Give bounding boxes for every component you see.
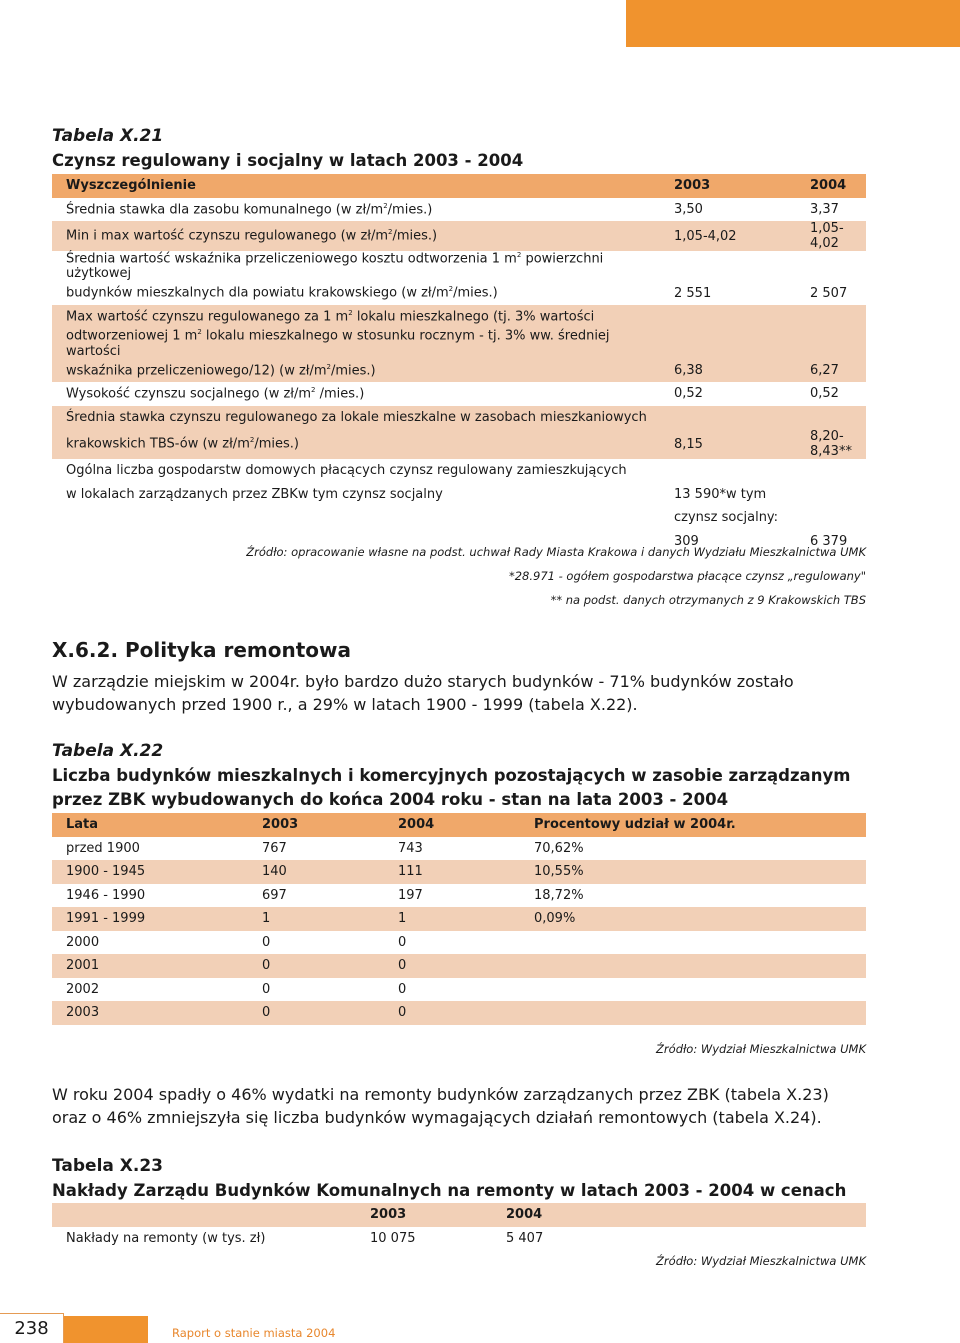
table2-row [52, 907, 866, 931]
table2-source: Źródło: Wydział Mieszkalnictwa UMK [656, 1042, 866, 1056]
para2-line2: oraz o 46% zmniejszyła się liczba budynków wymagających działań remontowych (tabela X.24). [52, 1108, 822, 1127]
table1-cell-2004: 1,05-4,02 [810, 221, 844, 251]
table2 [52, 813, 866, 1025]
table1-cell-2003 [660, 459, 796, 483]
table2-header-cell: Procentowy udział w 2004r. [534, 817, 736, 833]
table2-row [52, 837, 866, 861]
table2-row [52, 954, 866, 978]
table1 [52, 174, 866, 553]
table1-header-row [52, 174, 866, 198]
table1-cell-label: Wysokość czynszu socjalnego (w $zł/m^2$ /mies.) [66, 386, 365, 402]
table1-cell-label: w lokalach zarządzanych przez ZBKw tym czynsz socjalny [66, 486, 443, 502]
para1-line2: wybudowanych przed 1900 r., a 29% w latach 1900 - 1999 (tabela X.22). [52, 695, 638, 714]
table1-source: Źródło: opracowanie własne na podst. uchwał Rady Miasta Krakowa i danych Wydziału Mieszkalnictwa UMK [246, 545, 866, 559]
table1-cell-2003 [660, 251, 796, 281]
table2-cell: 111 [398, 864, 423, 880]
table1-row [52, 251, 866, 281]
table2-cell: 1 [398, 911, 407, 927]
table3-title: Nakłady Zarządu Budynków Komunalnych na remonty w latach 2003 - 2004 w cenach 2004 roku [52, 1181, 847, 1224]
table1-row [52, 281, 866, 305]
table2-cell: 2002 [66, 981, 100, 997]
table1-cell-2004: 0,52 [810, 386, 839, 402]
table1-cell-2003: 13 590*w tym [674, 486, 767, 502]
table2-cell: 0 [398, 1005, 407, 1021]
table1-row [52, 483, 866, 507]
table1-cell-label: wskaźnika przeliczeniowego/12) (w $zł/m^2/mies$.) [66, 362, 376, 379]
para1-line1: W zarządzie miejskim w 2004r. było bardzo dużo starych budynków - 71% budynków zostało [52, 672, 794, 691]
table2-cell [520, 954, 866, 978]
table2-cell: 1900 - 1945 [66, 864, 146, 880]
table1-cell-2004 [796, 305, 866, 329]
table2-cell: 197 [398, 887, 423, 903]
table2-header-cell: Lata [66, 817, 99, 833]
table1-cell-2004 [796, 328, 866, 358]
table2-cell: 140 [262, 864, 287, 880]
table1-row [52, 382, 866, 406]
table2-cell [520, 931, 866, 955]
table1-cell-2004 [796, 459, 866, 483]
table1-note1: *28.971 - ogółem gospodarstwa płacące czynsz „regulowany" [508, 569, 866, 583]
table2-row [52, 1001, 866, 1025]
table2-cell: 18,72% [534, 887, 584, 903]
table2-header-cell: 2004 [398, 817, 435, 833]
table1-cell-2003 [660, 406, 796, 430]
table2-header-row [52, 813, 866, 837]
table3-header-cell [52, 1203, 356, 1227]
table2-cell [520, 978, 866, 1002]
table1-row [52, 328, 866, 358]
table3-cell: Nakłady na remonty (w tys. zł) [66, 1230, 266, 1246]
table1-header-cell: 2003 [674, 178, 711, 194]
table2-label: Tabela X.22 [52, 741, 164, 761]
table1-row [52, 305, 866, 329]
table3-header-row [52, 1203, 866, 1227]
table1-cell-label: Min i max wartość czynszu regulowanego (w $zł/m^2/mies$.) [66, 228, 438, 244]
table2-cell: 0,09% [534, 911, 576, 927]
table3-header-cell: 2003 [370, 1207, 407, 1223]
table2-cell: 70,62% [534, 840, 584, 856]
table1-cell-2004: 6,27 [810, 362, 839, 378]
table2-cell: przed 1900 [66, 840, 140, 856]
table1-header-cell: Wyszczególnienie [66, 178, 196, 194]
table3-cell: 5 407 [506, 1230, 544, 1246]
table2-cell: 2001 [66, 958, 100, 974]
table3-source: Źródło: Wydział Mieszkalnictwa UMK [656, 1254, 866, 1268]
table2-cell: 0 [262, 934, 271, 950]
table1-row [52, 359, 866, 383]
table1-cell-label: Ogólna liczba gospodarstw domowych płacących czynsz regulowany zamieszkujących [66, 463, 627, 479]
table1-cell-2004: 3,37 [810, 201, 839, 217]
table1-cell-label [52, 506, 660, 530]
paragraph-2 [52, 1083, 882, 1129]
table1-cell-label: Max wartość czynszu regulowanego za 1 $m^2$ lokalu mieszkalnego (tj. 3% wartości [66, 308, 595, 325]
table1-cell-2003: 6,38 [674, 362, 703, 378]
table1-row [52, 459, 866, 483]
table2-cell: 1946 - 1990 [66, 887, 146, 903]
table3-header-cell: 2004 [506, 1207, 543, 1223]
table2-title: Liczba budynków mieszkalnych i komercyjnych pozostających w zasobie zarządzanym przez ZBK wybudowanych do końca 2004 roku - stan na lata 2003 - 2004 [52, 766, 851, 809]
table2-cell: 1 [262, 911, 271, 927]
table1-cell-2003 [660, 305, 796, 329]
table1-cell-2004 [796, 406, 866, 430]
table1-row [52, 406, 866, 430]
table1-cell-2003 [660, 328, 796, 358]
table2-cell: 2003 [66, 1005, 100, 1021]
table1-cell-2003: 0,52 [674, 386, 703, 402]
table2-cell: 10,55% [534, 864, 584, 880]
table1-note2: ** na podst. danych otrzymanych z 9 Krakowskich TBS [550, 593, 866, 607]
table1-row [52, 221, 866, 251]
table2-row [52, 884, 866, 908]
table1-title: Czynsz regulowany i socjalny w latach 2003 - 2004 [52, 151, 524, 170]
para2-line1: W roku 2004 spadły o 46% wydatki na remonty budynków zarządzanych przez ZBK (tabela X.23) [52, 1085, 829, 1104]
table2-cell: 1991 - 1999 [66, 911, 146, 927]
table1-cell-2004: 8,20-8,43** [810, 429, 852, 460]
table1-cell-label: krakowskich TBS-ów (w $zł/m^2/mies$.) [66, 436, 299, 452]
table1-cell-2004: 2 507 [810, 285, 848, 301]
table1-cell-label: Średnia wartość wskaźnika przeliczeniowego kosztu odtworzenia 1 $m^2$ powierzchni użytkowej [66, 251, 604, 282]
section-paragraph [52, 670, 882, 716]
table2-row [52, 860, 866, 884]
table2-cell: 2000 [66, 934, 100, 950]
table2-cell: 0 [262, 981, 271, 997]
table1-cell-label: Średnia stawka czynszu regulowanego za lokale mieszkalne w zasobach mieszkaniowych [66, 409, 647, 425]
table1-label: Tabela X.21 [52, 126, 164, 146]
table2-row [52, 978, 866, 1002]
table2-cell: 0 [398, 981, 407, 997]
top-accent-bar [626, 0, 960, 47]
table3-cell: 10 075 [370, 1230, 416, 1246]
table1-cell-label: Średnia stawka dla zasobu komunalnego (w $zł/m^2/mies$.) [66, 201, 433, 217]
table2-cell [520, 1001, 866, 1025]
table1-cell-2003: 2 551 [674, 285, 712, 301]
table1-row [52, 198, 866, 222]
table1-cell-2004 [796, 483, 866, 507]
footer-accent-bar [64, 1316, 148, 1343]
table1-row [52, 506, 866, 530]
table1-cell-2003: czynsz socjalny: [674, 510, 779, 526]
table2-cell: 767 [262, 840, 287, 856]
table2-cell: 697 [262, 887, 287, 903]
table2-cell: 743 [398, 840, 423, 856]
table3 [52, 1203, 866, 1250]
table2-header-cell: 2003 [262, 817, 299, 833]
table2-cell: 0 [398, 958, 407, 974]
table1-cell-2003: 309 [674, 533, 699, 549]
table2-row [52, 931, 866, 955]
table1-cell-2003: 1,05-4,02 [674, 228, 737, 244]
table3-label: Tabela X.23 [52, 1156, 164, 1176]
table1-cell-2003: 8,15 [674, 436, 703, 452]
table1-row [52, 429, 866, 459]
table3-row [52, 1227, 866, 1251]
table1-cell-2004 [796, 251, 866, 281]
table1-cell-2004: 6 379 [810, 533, 848, 549]
table1-cell-label: odtworzeniowej 1 $m^2$ lokalu mieszkalnego w stosunku rocznym - tj. 3% ww. średniej wartości [66, 328, 610, 359]
table1-cell-2004 [796, 506, 866, 530]
table1-cell-2003: 3,50 [674, 201, 703, 217]
table2-cell: 0 [262, 958, 271, 974]
table1-cell-label: budynków mieszkalnych dla powiatu krakowskiego (w $zł/m^2/mies$.) [66, 285, 498, 301]
table2-cell: 0 [262, 1005, 271, 1021]
table1-header-cell: 2004 [810, 178, 847, 194]
section-heading: X.6.2. Polityka remontowa [52, 638, 351, 662]
footer-text: Raport o stanie miasta 2004 [172, 1326, 336, 1340]
table2-cell: 0 [398, 934, 407, 950]
page-number: 238 [0, 1313, 64, 1343]
